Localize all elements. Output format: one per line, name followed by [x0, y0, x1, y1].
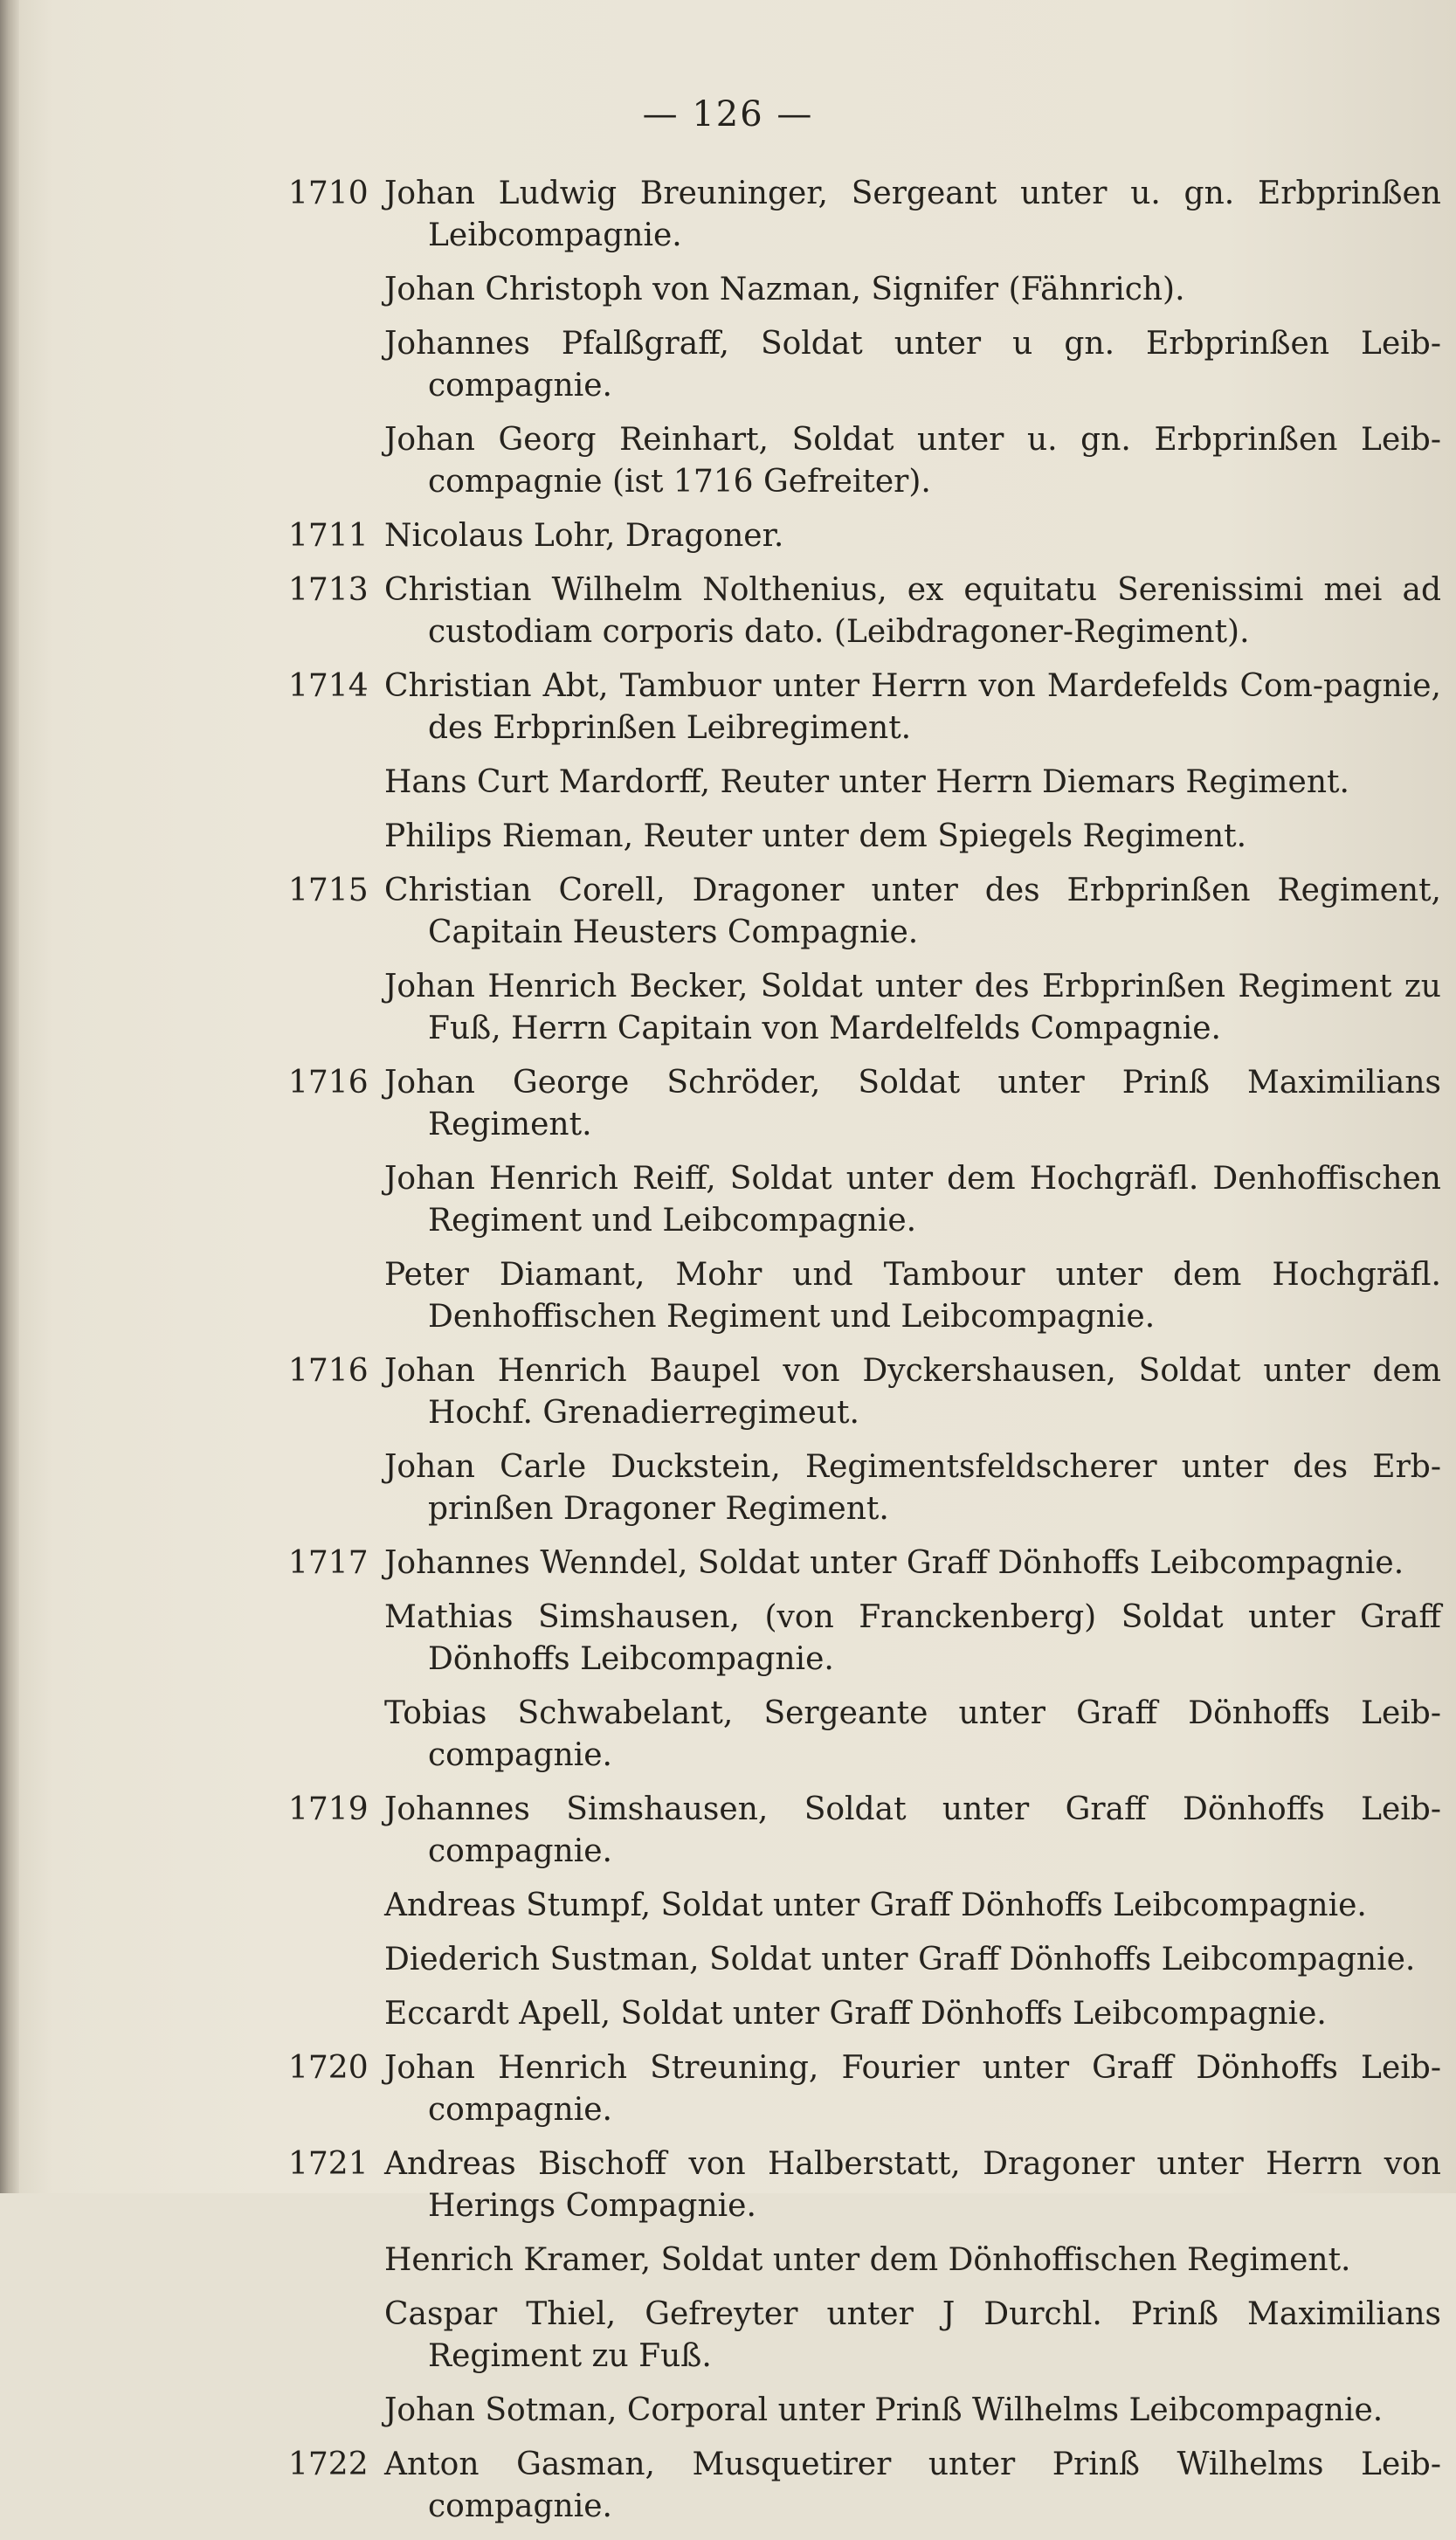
list-item: [0, 1446, 1456, 1530]
list-item: [0, 1789, 1456, 1873]
list-item: [0, 1885, 1456, 1927]
list-item: [0, 762, 1456, 804]
entry-text: Philips Rieman, Reuter unter dem Spiegels Regiment.: [384, 818, 1247, 854]
entry-text: Johannes Wenndel, Soldat unter Graff Dönhoffs Leibcompagnie.: [384, 1545, 1404, 1581]
entry-text: Johan Henrich Reiff, Soldat unter dem Hochgräfl. Denhoffischen Regiment und Leibcompagnie.: [384, 1161, 1441, 1239]
entry-text: Johan Henrich Becker, Soldat unter des Erbprinßen Regiment zu Fuß, Herrn Capitain von Mardelfelds Compagnie.: [384, 969, 1441, 1046]
list-item: [0, 666, 1456, 749]
entry-text: Johannes Simshausen, Soldat unter Graff Dönhoffs Leib-compagnie.: [384, 1791, 1441, 1869]
list-item: [0, 1254, 1456, 1338]
entry-year: 1719: [288, 1791, 369, 1827]
entry-text: Johan Sotman, Corporal unter Prinß Wilhelms Leibcompagnie.: [384, 2392, 1384, 2428]
entry-year: 1717: [288, 1545, 369, 1581]
entry-text: Johan Carle Duckstein, Regimentsfeldscherer unter des Erb-prinßen Dragoner Regiment.: [384, 1449, 1441, 1527]
list-item: [0, 1062, 1456, 1146]
list-item: [0, 2294, 1456, 2378]
entry-text: Christian Abt, Tambuor unter Herrn von Mardefelds Com-pagnie, des Erbprinßen Leibregiment.: [384, 668, 1441, 746]
entry-year: 1716: [288, 1065, 369, 1101]
list-item: [0, 2047, 1456, 2131]
entry-text: Henrich Kramer, Soldat unter dem Dönhoffischen Regiment.: [384, 2242, 1351, 2278]
entry-text: Johan Ludwig Breuninger, Sergeant unter u. gn. Erbprinßen Leibcompagnie.: [384, 176, 1441, 253]
list-item: [0, 1993, 1456, 2035]
list-item: [0, 1350, 1456, 1434]
entry-year: 1722: [288, 2447, 369, 2482]
list-item: [0, 2240, 1456, 2281]
entry-text: Eccardt Apell, Soldat unter Graff Dönhoffs Leibcompagnie.: [384, 1996, 1327, 2032]
entry-year: 1721: [288, 2146, 369, 2182]
entry-text: Christian Wilhelm Nolthenius, ex equitatu Serenissimi mei ad custodiam corporis dato. (Leibdragoner-Regiment).: [384, 572, 1441, 650]
list-item: [0, 816, 1456, 858]
list-item: [0, 2444, 1456, 2528]
entry-text: Tobias Schwabelant, Sergeante unter Graff Dönhoffs Leib-compagnie.: [384, 1695, 1441, 1773]
entry-text: Johannes Pfalßgraff, Soldat unter u gn. Erbprinßen Leib-compagnie.: [384, 326, 1441, 404]
list-item: [0, 1543, 1456, 1584]
entry-text: Diederich Sustman, Soldat unter Graff Dönhoffs Leibcompagnie.: [384, 1942, 1416, 1977]
entry-text: Johan George Schröder, Soldat unter Prinß Maximilians Regiment.: [384, 1065, 1441, 1142]
list-item: [0, 515, 1456, 557]
list-item: [0, 269, 1456, 311]
list-item: [0, 966, 1456, 1050]
entry-text: Johan Henrich Baupel von Dyckershausen, Soldat unter dem Hochf. Grenadierregimeut.: [384, 1353, 1441, 1431]
list-item: [0, 2143, 1456, 2227]
entry-year: 1715: [288, 873, 369, 908]
entry-year: 1720: [288, 2050, 369, 2086]
entry-text: Johan Georg Reinhart, Soldat unter u. gn. Erbprinßen Leib-compagnie (ist 1716 Gefreiter).: [384, 422, 1441, 500]
list-item: [0, 569, 1456, 653]
list-item: [0, 2390, 1456, 2432]
entry-text: Mathias Simshausen, (von Franckenberg) Soldat unter Graff Dönhoffs Leibcompagnie.: [384, 1599, 1441, 1677]
entry-text: Andreas Bischoff von Halberstatt, Dragoner unter Herrn von Herings Compagnie.: [384, 2146, 1441, 2224]
entry-year: 1714: [288, 668, 369, 704]
entry-year: 1713: [288, 572, 369, 608]
list-item: [0, 1939, 1456, 1981]
entry-list: [0, 173, 1456, 2540]
entry-year: 1710: [288, 176, 369, 211]
page-number: — 126 —: [642, 94, 814, 135]
entry-text: Johan Henrich Streuning, Fourier unter Graff Dönhoffs Leib-compagnie.: [384, 2050, 1441, 2128]
list-item: [0, 870, 1456, 954]
entry-text: Christian Corell, Dragoner unter des Erbprinßen Regiment, Capitain Heusters Compagnie.: [384, 873, 1441, 950]
list-item: [0, 1597, 1456, 1681]
entry-text: Johan Christoph von Nazman, Signifer (Fähnrich).: [384, 272, 1185, 307]
list-item: [0, 1158, 1456, 1242]
list-item: [0, 173, 1456, 257]
entry-text: Caspar Thiel, Gefreyter unter J Durchl. Prinß Maximilians Regiment zu Fuß.: [384, 2296, 1441, 2374]
entry-year: 1716: [288, 1353, 369, 1389]
list-item: [0, 323, 1456, 407]
entry-text: Andreas Stumpf, Soldat unter Graff Dönhoffs Leibcompagnie.: [384, 1888, 1367, 1923]
list-item: [0, 1693, 1456, 1777]
entry-text: Anton Gasman, Musquetirer unter Prinß Wilhelms Leib-compagnie.: [384, 2447, 1441, 2524]
entry-year: 1711: [288, 518, 369, 554]
entry-text: Nicolaus Lohr, Dragoner.: [384, 518, 784, 554]
list-item: [0, 419, 1456, 503]
entry-text: Peter Diamant, Mohr und Tambour unter dem Hochgräfl. Denhoffischen Regiment und Leibcompagnie.: [384, 1257, 1441, 1335]
entry-text: Hans Curt Mardorff, Reuter unter Herrn Diemars Regiment.: [384, 764, 1349, 800]
